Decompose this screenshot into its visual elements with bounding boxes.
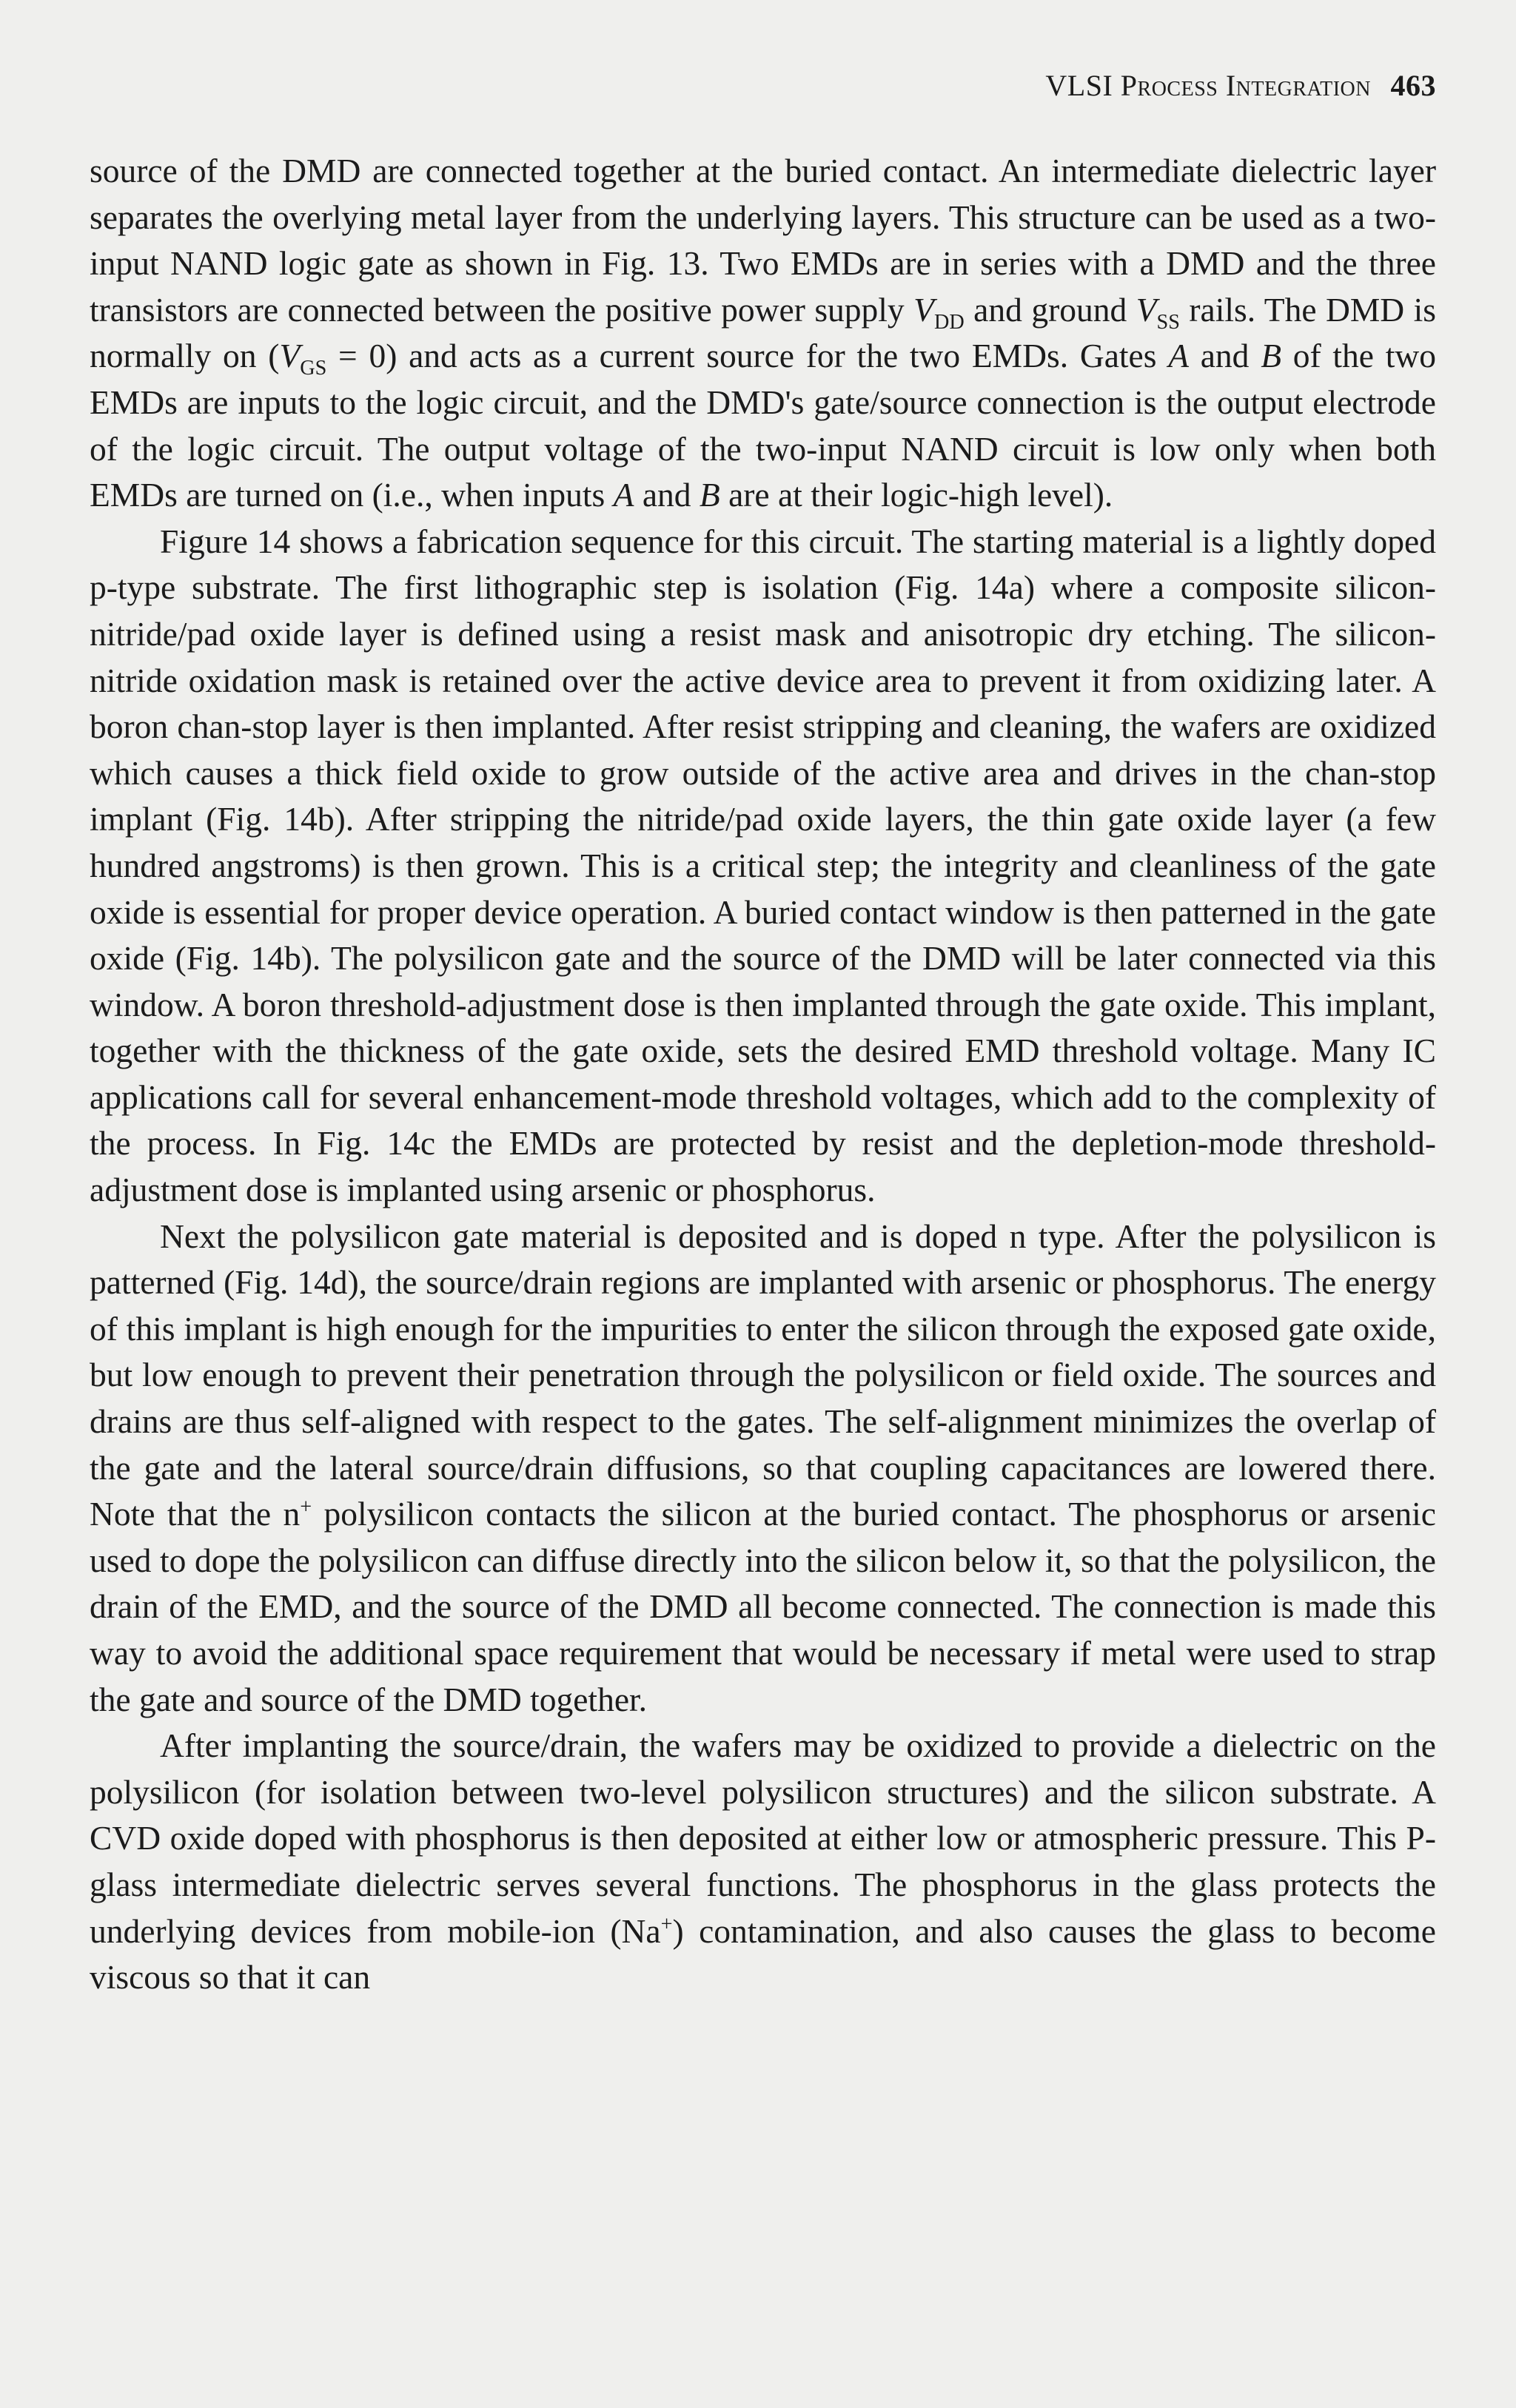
text-segment: and ground <box>964 290 1136 329</box>
running-title: VLSI Process Integration <box>1045 69 1371 102</box>
text-segment: B <box>699 476 720 514</box>
text-segment: of the two EMDs are inputs to the logic circuit, and the DMD's gate/source connection is the output electrode of the logic circuit. The output voltage of the two-input NAND circuit is low only when both EMDs are turned on (i.e., when inputs <box>90 337 1436 514</box>
text-segment: ) contamination, and also causes the glass to become viscous so that it can <box>90 1911 1436 1997</box>
text-segment: B <box>1261 337 1281 375</box>
text-segment: V <box>913 290 934 329</box>
text-segment: A <box>1168 337 1189 375</box>
paragraph-2 <box>90 519 1436 1214</box>
text-segment: V <box>279 337 301 375</box>
text-segment: + <box>300 1496 312 1519</box>
text-segment: GS <box>300 357 327 380</box>
text-segment: rails. The DMD is normally on ( <box>90 290 1436 375</box>
text-segment: SS <box>1156 310 1180 334</box>
text-segment: After implanting the source/drain, the wafers may be oxidized to provide a dielectric on the polysilicon (for isolation between two-level polysilicon structures) and the silicon substrate. A CVD oxide doped with phosphorus is then deposited at either low or atmospheric pressure. This P-glass intermediate dielectric serves several functions. The phosphorus in the glass protects the underlying devices from mobile-ion (Na <box>90 1726 1436 1950</box>
text-segment: polysilicon contacts the silicon at the buried contact. The phosphorus or arsenic used to dope the polysilicon can diffuse directly into the silicon below it, so that the polysilicon, the drain of the EMD, and the source of the DMD all become connected. The connection is made this way to avoid the additional space requirement that would be necessary if metal were used to strap the gate and source of the DMD together. <box>90 1495 1437 1718</box>
body-text <box>90 148 1436 2001</box>
text-segment: V <box>1136 290 1157 329</box>
text-segment: DD <box>933 310 965 334</box>
page-number: 463 <box>1390 69 1436 102</box>
text-segment: + <box>660 1912 673 1936</box>
text-segment: are at their logic-high level). <box>720 476 1113 514</box>
text-segment: source of the DMD are connected together at the buried contact. An intermediate dielectric layer separates the overlying metal layer from the underlying layers. This structure can be used as a two-input NAND logic gate as shown in Fig. 13. Two EMDs are in series with a DMD and the three transistors are connected between the positive power supply <box>90 152 1436 329</box>
text-segment: A <box>613 476 634 514</box>
text-segment: and <box>634 476 700 514</box>
paragraph-1 <box>90 148 1436 519</box>
paragraph-3 <box>90 1214 1436 1723</box>
paragraph-4 <box>90 1723 1436 2001</box>
text-segment: Figure 14 shows a fabrication sequence for this circuit. The starting material is a lightly doped p-type substrate. The first lithographic step is isolation (Fig. 14a) where a composite silicon-nitride/pad oxide layer is defined using a resist mask and anisotropic dry etching. The silicon-nitride oxidation mask is retained over the active device area to prevent it from oxidizing later. A boron chan-stop layer is then implanted. After resist stripping and cleaning, the wafers are oxidized which causes a thick field oxide to grow outside of the active area and drives in the chan-stop implant (Fig. 14b). After stripping the nitride/pad oxide layers, the thin gate oxide layer (a few hundred angstroms) is then grown. This is a critical step; the integrity and cleanliness of the gate oxide is essential for proper device operation. A buried contact window is then patterned in the gate oxide (Fig. 14b). The polysilicon gate and the source of the DMD will be later connected via this window. A boron threshold-adjustment dose is then implanted through the gate oxide. This implant, together with the thickness of the gate oxide, sets the desired EMD threshold voltage. Many IC applications call for several enhancement-mode threshold voltages, which add to the complexity of the process. In Fig. 14c the EMDs are protected by resist and the depletion-mode threshold-adjustment dose is implanted using arsenic or phosphorus. <box>90 522 1436 1209</box>
running-header <box>1045 68 1436 103</box>
text-segment: = 0) and acts as a current source for the two EMDs. Gates <box>326 337 1169 375</box>
text-segment: Next the polysilicon gate material is deposited and is doped n type. After the polysilicon is patterned (Fig. 14d), the source/drain regions are implanted with arsenic or phosphorus. The energy of this implant is high enough for the impurities to enter the silicon through the exposed gate oxide, but low enough to prevent their penetration through the polysilicon or field oxide. The sources and drains are thus self-aligned with respect to the gates. The self-alignment minimizes the overlap of the gate and the lateral source/drain diffusions, so that coupling capacitances are lowered there. Note that the n <box>90 1217 1436 1533</box>
text-segment: and <box>1188 337 1261 375</box>
